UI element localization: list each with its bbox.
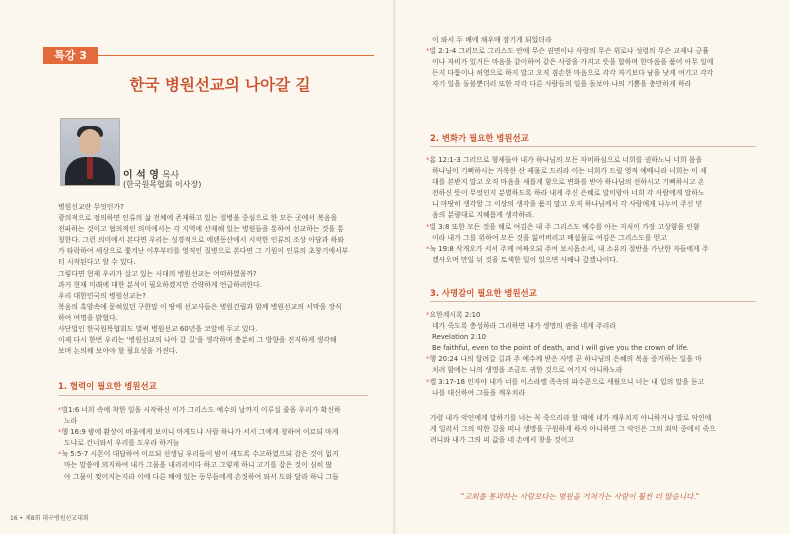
- author-name: 이 석 영: [123, 170, 159, 181]
- section-2-rule: [430, 146, 756, 147]
- verse-line: 음의 분량대로 지혜롭게 생각하라.: [432, 211, 534, 220]
- section-3-title: 3. 사명감이 필요한 병원선교: [430, 288, 537, 298]
- body-line: 전파하는 것이고 협의적인 의미에서는 각 지역에 산재해 있는 병원들을 통하여 선교하는 것을 통: [58, 225, 344, 234]
- lecture-badge: 특강 3: [43, 47, 98, 64]
- verse-line: *눅 19:8 삭개오가 서서 주께 여짜오되 주여 보시옵소서, 내 소유의 절반을 가난한 자들에게 주: [426, 244, 709, 253]
- body-line: 든지 다툼이나 허영으로 하지 말고 오직 겸손한 마음으로 각각 자기보다 남을 낫게 여기고 각각: [432, 69, 714, 78]
- verse-line: Revelation 2:10: [432, 333, 487, 342]
- body-line: 터 시작된다고 할 수 있다.: [58, 258, 136, 267]
- continued-body: [426, 35, 756, 90]
- body-line: 칭한다. 그런 의미에서 본다면 우리는 성경적으로 에덴동산에서 시작한 인류의 조상 아담과 하와: [58, 236, 344, 245]
- body-line: 게 일러서 그의 악한 길을 떠나 생명을 구원하게 하지 아니하면 그 악인은 그의 죄악 중에서 죽으: [430, 425, 716, 434]
- body-line: 과거 현재 미래에 대한 분석이 필요하겠지만 간략하게 언급하려한다.: [58, 280, 262, 289]
- body-line: 가 타락하여 세상으로 쫓겨난 이후부터를 영적인 질병으로 본다면 그 기원이 인류의 초창기에서부: [58, 247, 349, 256]
- section-2-body: [426, 155, 756, 266]
- verse-line: Be faithful, even to the point of death, and I will give you the crown of life.: [432, 344, 689, 353]
- body-line: 이나 자비가 있거든 마음을 같이하여 같은 사랑을 가지고 뜻을 합하며 한마음을 품어 아무 일에: [432, 58, 714, 67]
- body-line: 이제 다시 한번 우리는 '병원선교의 나아 갈 길'을 생각하며 충분히 그 방향을 진지하게 생각해: [58, 336, 337, 345]
- verse-line: 하나님이 기뻐하시는 거룩한 산 제물로 드리라 이는 너희가 드릴 영적 예배니라 너희는 이 세: [432, 167, 707, 176]
- section-3-rule: [430, 301, 756, 302]
- verse-line: *행 20:24 나의 달려갈 길과 주 예수께 받은 사명 곧 하나님의 은혜의 복음 증거하는 일을 마: [426, 355, 702, 364]
- section-1-rule: [58, 395, 368, 396]
- article-title: 한국 병원선교의 나아갈 길: [129, 76, 311, 94]
- verse-line: *빌 3:8 또한 모든 것을 해로 여김은 내 주 그리스도 예수를 아는 지식이 가장 고상함을 인함: [426, 222, 700, 231]
- verse-line: 나를 대신하여 그들을 깨우치라: [432, 388, 526, 397]
- verse-line: 니 마땅히 생각할 그 이상의 생각을 품지 말고 오직 하나님께서 각 사람에게 나누어 주신 믿: [432, 200, 703, 209]
- author-role: 목사: [161, 171, 180, 181]
- body-line: 그렇다면 현재 우리가 살고 있는 시대의 병원선교는 어떠하였을까?: [58, 269, 257, 278]
- verse-line: 마는 말씀에 의지하여 내가 그물을 내리리이다 하고 그렇게 하니 고기를 잡은 것이 심히 많: [64, 461, 333, 470]
- body-line: *빌 2:1-4 그러므로 그리스도 안에 무슨 권면이나 사랑의 무슨 위로나 성령의 무슨 교제나 긍휼: [426, 47, 709, 56]
- body-line: 보며 논의해 보아야 할 필요성을 가진다.: [58, 347, 178, 356]
- body-line: 자기 일을 돌볼뿐더러 또한 각각 다른 사람들의 일을 돌보아 나의 기쁨을 충만하게 하라: [432, 80, 692, 89]
- section-3-paragraph: [430, 413, 756, 446]
- verse-line: 대를 본받지 말고 오직 마음을 새롭게 함으로 변화를 받아 하나님의 선하시고 기뻐하시고 온: [432, 178, 705, 187]
- verse-line: 도냐로 건너와서 우리를 도우라 하거늘: [64, 439, 180, 448]
- body-line: 우리 대한민국의 병원선교는?: [58, 291, 146, 300]
- verse-line: *행 16:9 밤에 환상이 바울에게 보이니 마게도냐 사람 하나가 서서 그에게 청하여 이르되 마게: [58, 428, 339, 437]
- body-line: 복음의 흑암속에 묻혀있던 구한말 이 땅에 선교사들은 병원건립과 함께 병원선교의 서막을 장식: [58, 302, 342, 311]
- body-line: 사단법인 한국원목협회도 벌써 병원선교 60년을 코앞에 두고 있다.: [58, 325, 258, 334]
- verse-line: 노라: [64, 417, 78, 426]
- section-3-body: [426, 310, 756, 399]
- body-line: 병원선교란 무엇인가?: [58, 203, 124, 211]
- badge-rule: [98, 55, 374, 56]
- verse-line: 치려 함에는 나의 생명을 조금도 귀한 것으로 여기지 아니하노라: [432, 366, 623, 375]
- verse-line: *겔 3:17-18 인자야 내가 너를 이스라엘 족속의 파수꾼으로 세웠으니 너는 내 입의 말을 듣고: [426, 377, 705, 386]
- body-line: 가령 내가 악인에게 말하기를 너는 꼭 죽으리라 할 때에 네가 깨우치지 아니하거나 말로 악인에: [430, 414, 712, 422]
- verse-line: *롬 12:1-3 그러므로 형제들아 내가 하나님의 모든 자비하심으로 너희를 권하노니 너희 몸을: [426, 156, 703, 164]
- section-1-title: 1. 협력이 필요한 병원선교: [58, 381, 157, 391]
- section-1-body: [58, 405, 368, 483]
- closing-quote: "교회를 통과하는 사람보다는 병원을 거쳐가는 사람이 훨씬 더 많습니다.": [460, 492, 700, 501]
- page-footer: 16 • 제8회 대구병원선교대회: [10, 515, 89, 522]
- verse-line: *빌1:6 너희 속에 착한 일을 시작하신 이가 그리스도 예수의 날까지 이루실 줄을 우리가 확신하: [58, 406, 341, 414]
- body-line: 하여 여명을 밝혔다.: [58, 313, 118, 322]
- body-line: 려니와 내가 그의 피 값을 네 손에서 찾을 것이고: [430, 436, 574, 445]
- body-line: 이 와서 두 배에 채우매 잠기게 되었더라: [432, 36, 552, 44]
- verse-line: 네가 죽도록 충성하라 그리하면 내가 생명의 관을 네게 주리라: [432, 322, 616, 331]
- author-org: (한국원목협회 이사장): [123, 180, 202, 189]
- section-2-title: 2. 변화가 필요한 병원선교: [430, 133, 529, 143]
- verse-line: 겠사오며 만일 뉘 것을 토색한 일이 있으면 사배나 갚겠나이다.: [432, 255, 619, 264]
- verse-line: 이라 내가 그를 위하여 모든 것을 잃어버리고 배설물로 여김은 그리스도를 얻고: [432, 233, 667, 242]
- intro-body: [58, 202, 368, 357]
- body-line: 광의적으로 정의하면 인류의 삶 전체에 존재하고 있는 질병을 중심으로 한 모든 곳에서 복음을: [58, 214, 338, 223]
- author-photo: [60, 118, 120, 186]
- verse-line: 전하신 뜻이 무엇인지 분별하도록 하라 내게 주신 은혜로 말미암아 너희 각 사람에게 말하노: [432, 189, 705, 198]
- verse-line: *눅 5:5-7 시몬이 대답하여 이르되 선생님 우리들이 밤이 새도록 수고하였으되 잡은 것이 없지: [58, 450, 339, 459]
- verse-line: *요한계시록 2:10: [426, 311, 481, 319]
- verse-line: 아 그물이 찢어지는지라 이에 다른 배에 있는 동무들에게 손짓하여 와서 도와 달라 하니 그들: [64, 472, 339, 481]
